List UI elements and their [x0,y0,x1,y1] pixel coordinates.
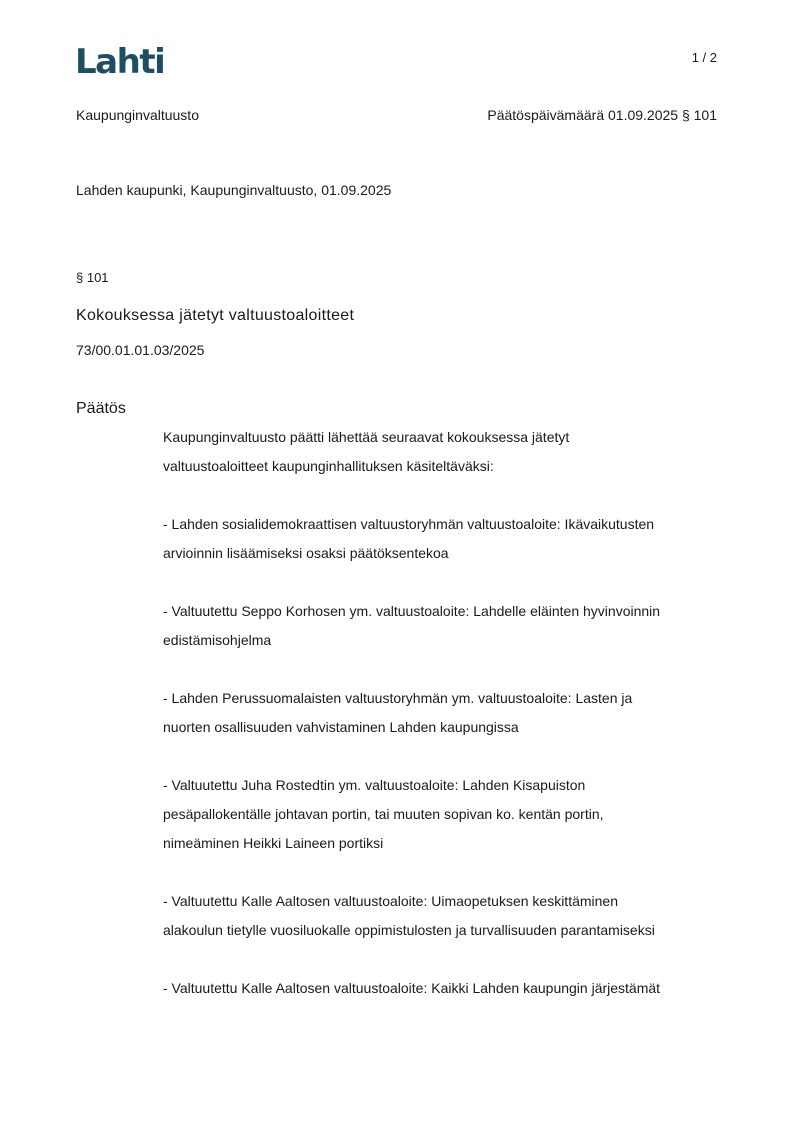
paragraph [163,423,723,481]
meeting-line: Lahden kaupunki, Kaupunginvaltuusto, 01.09.2025 [76,182,392,198]
paragraph-line: arvioinnin lisäämiseksi osaksi päätöksentekoa [163,545,449,561]
paragraph-line: valtuustoaloitteet kaupunginhallituksen käsiteltäväksi: [163,458,494,474]
list-item [163,684,723,742]
paragraph-line: Kaupunginvaltuusto päätti lähettää seuraavat kokouksessa jätetyt [163,429,570,445]
list-item [163,771,723,858]
diary-number: 73/00.01.01.03/2025 [76,342,205,358]
paragraph-line: - Valtuutettu Seppo Korhosen ym. valtuustoaloite: Lahdelle eläinten hyvinvoinnin [163,603,661,619]
paragraph-line: - Valtuutettu Kalle Aaltosen valtuustoaloite: Uimaopetuksen keskittäminen [163,893,618,909]
paragraph-line: - Lahden sosialidemokraattisen valtuustoryhmän valtuustoaloite: Ikävaikutusten [163,516,655,532]
paragraph-line: pesäpallokentälle johtavan portin, tai muuten sopivan ko. kentän portin, [163,806,604,822]
section-number: § 101 [76,270,109,285]
list-item [163,974,723,1003]
paragraph-line: - Lahden Perussuomalaisten valtuustoryhmän ym. valtuustoaloite: Lasten ja [163,690,633,706]
organ-name: Kaupunginvaltuusto [76,107,199,123]
list-item [163,510,723,568]
paragraph-line: - Valtuutettu Kalle Aaltosen valtuustoaloite: Kaikki Lahden kaupungin järjestämät [163,980,661,996]
lahti-logo: Lahti [75,42,165,82]
page-title: Kokouksessa jätetyt valtuustoaloitteet [76,307,355,324]
paragraph-line: nuorten osallisuuden vahvistaminen Lahden kaupungissa [163,719,519,735]
list-item [163,887,723,945]
paragraph-line: edistämisohjelma [163,632,272,648]
page-number: 1 / 2 [691,50,717,65]
paragraph-line: alakoulun tietylle vuosiluokalle oppimistulosten ja turvallisuuden parantamiseksi [163,922,655,938]
paragraph-line: - Valtuutettu Juha Rostedtin ym. valtuustoaloite: Lahden Kisapuiston [163,777,586,793]
decision-heading: Päätös [76,400,126,417]
decision-date: Päätöspäivämäärä 01.09.2025 § 101 [487,107,717,123]
list-item [163,597,723,655]
decision-body [163,423,723,1032]
paragraph-line: nimeäminen Heikki Laineen portiksi [163,835,384,851]
